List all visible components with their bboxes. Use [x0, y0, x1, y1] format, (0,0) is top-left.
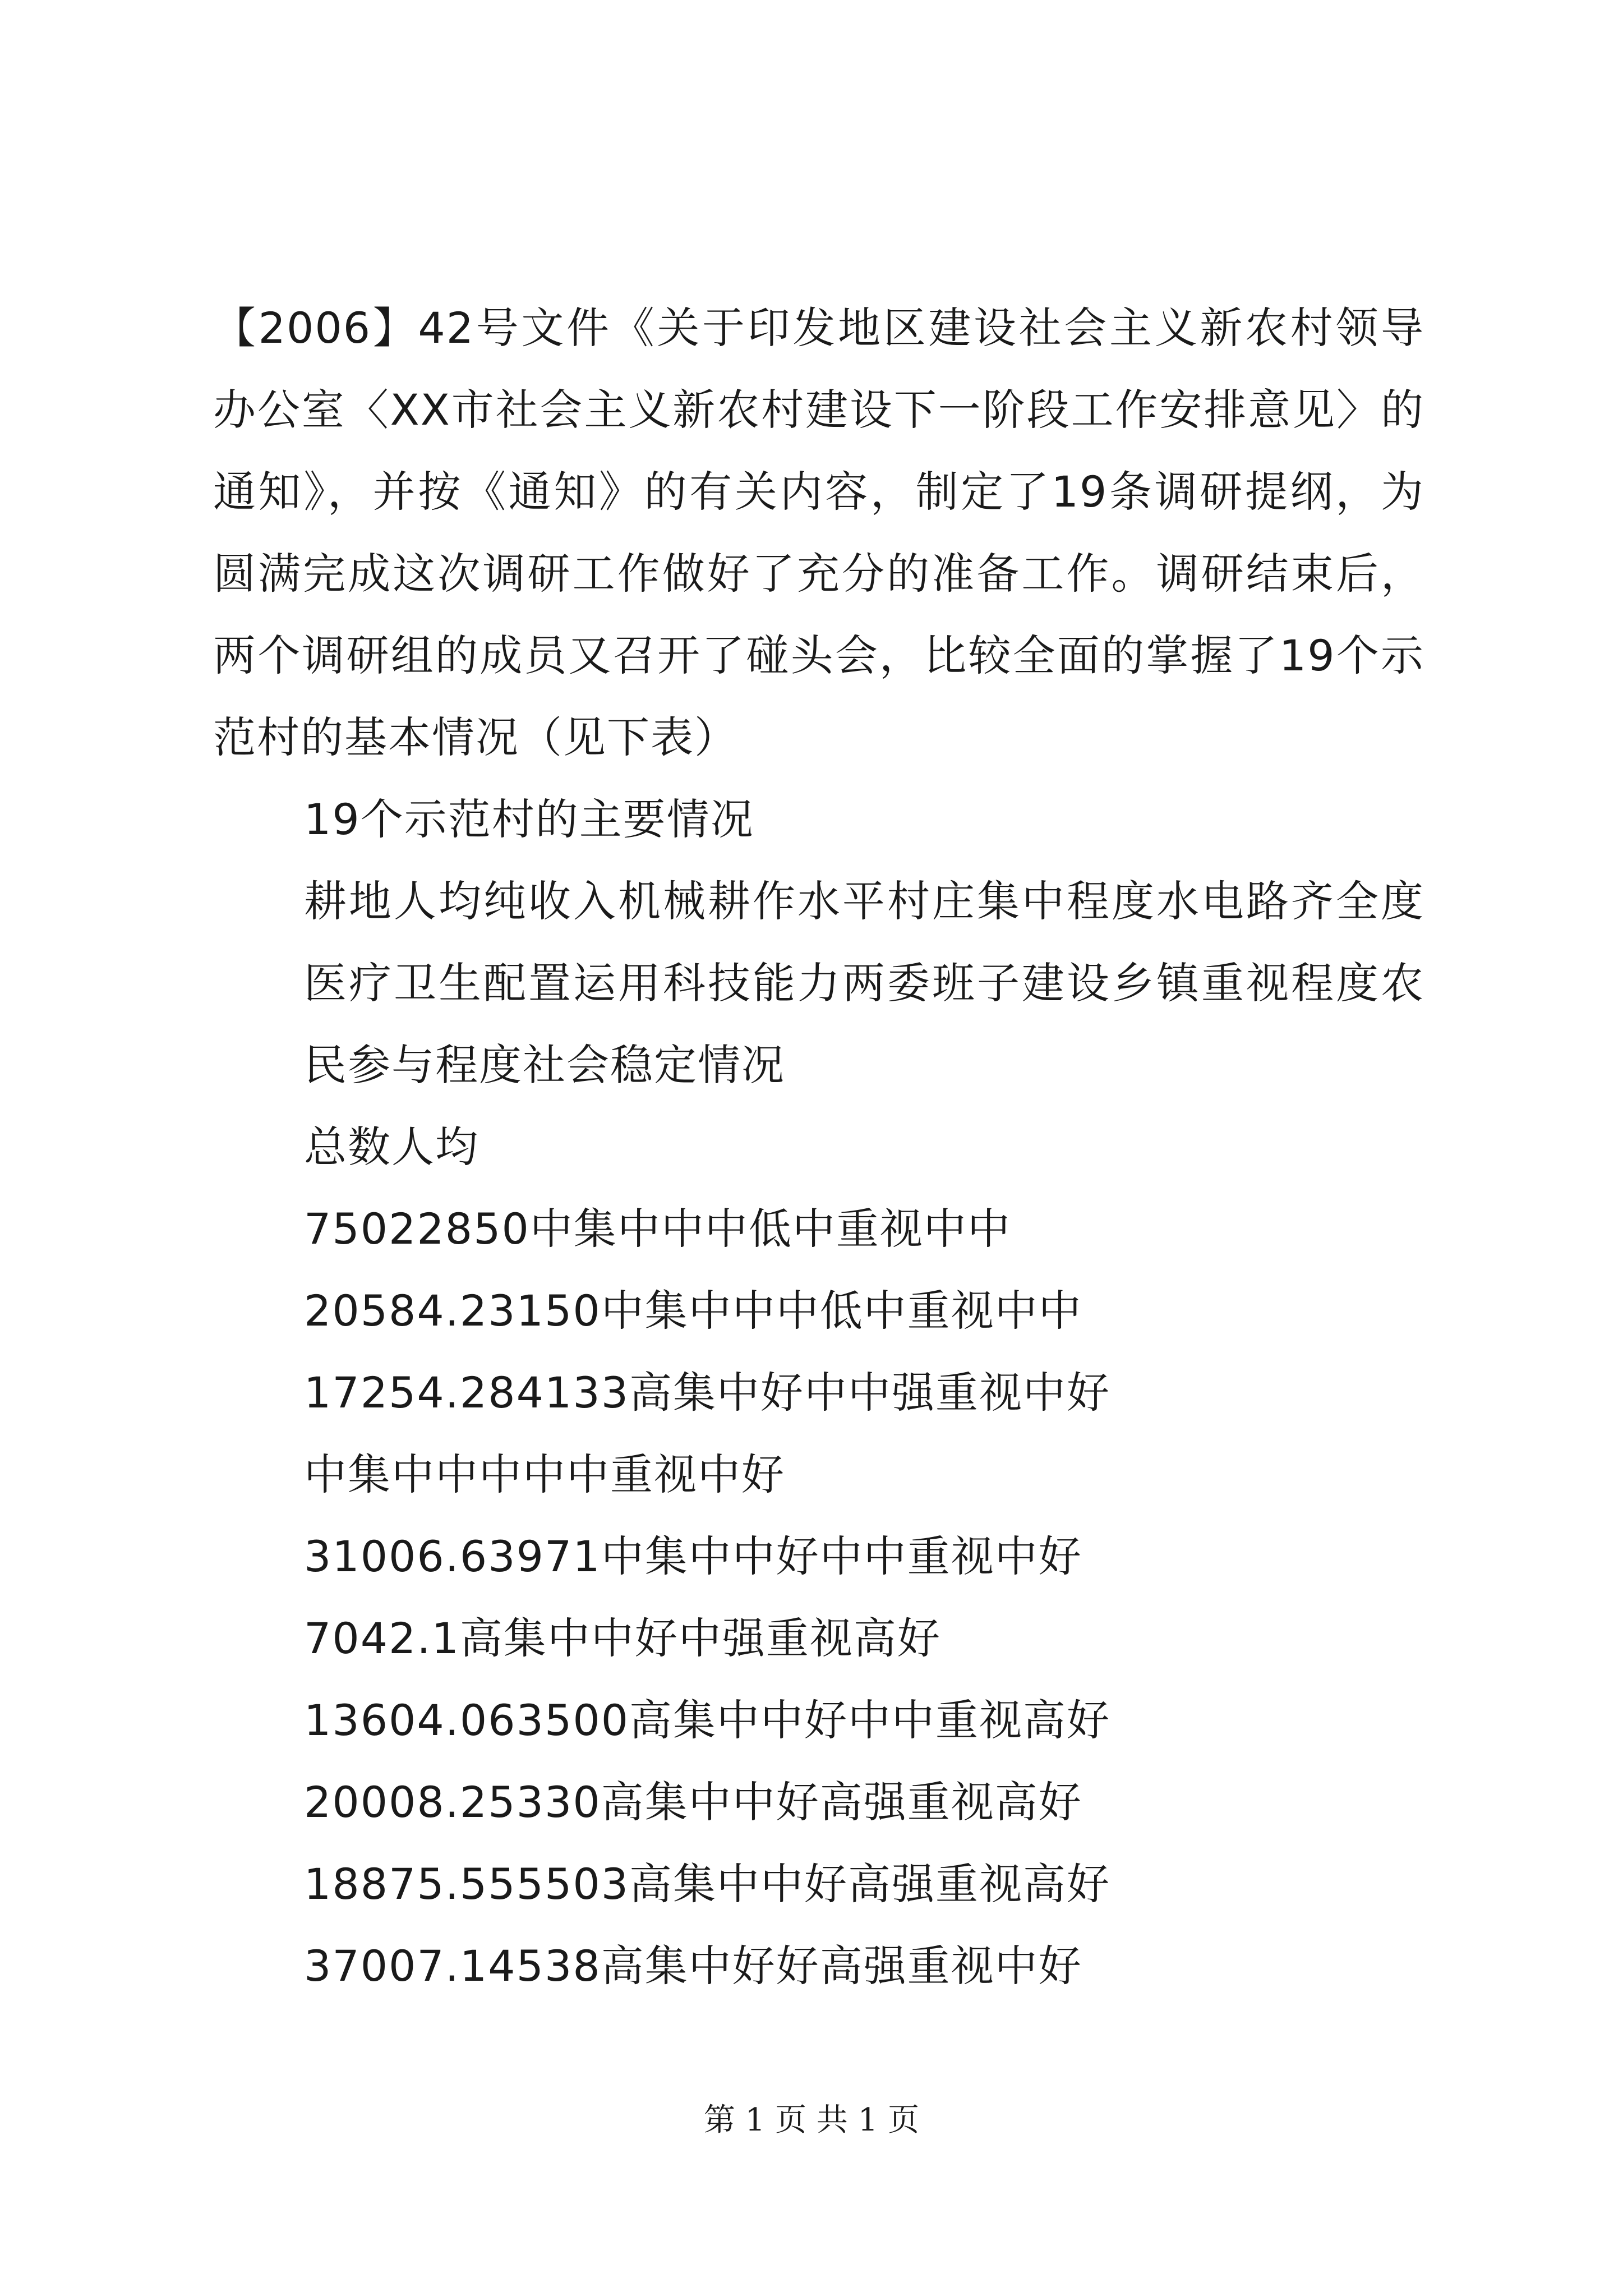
table-row: 20008.25330高集中中好高强重视高好: [304, 1777, 1082, 1827]
table-row: 18875.555503高集中中好高强重视高好: [304, 1859, 1111, 1909]
table-subheader: 总数人均: [304, 1122, 479, 1172]
table-title: 19个示范村的主要情况: [304, 794, 754, 844]
table-header: 耕地人均纯收入机械耕作水平村庄集中程度水电路齐全度医疗卫生配置运用科技能力两委班子建设乡镇重视程度农民参与程度社会稳定情况: [304, 876, 1424, 1090]
table-row: 31006.63971中集中中好中中重视中好: [304, 1531, 1082, 1581]
table-row: 17254.284133高集中好中中强重视中好: [304, 1368, 1111, 1418]
table-row: 75022850中集中中中低中重视中中: [304, 1204, 1011, 1254]
table-row: 7042.1高集中中好中强重视高好: [304, 1613, 941, 1663]
page-footer: 第 1 页 共 1 页: [703, 2102, 920, 2138]
intro-paragraph: 【2006】42号文件《关于印发地区建设社会主义新农村领导办公室〈XX市社会主义新农村建设下一阶段工作安排意见〉的通知》，并按《通知》的有关内容，制定了19条调研提纲，为圆满完成这次调研工作做好了充分的准备工作。调研结束后，两个调研组的成员又召开了碰头会，比较全面的掌握了19个示范村的基本情况（见下表）: [213, 303, 1424, 762]
document-body: [213, 287, 1424, 2007]
table-row: 中集中中中中中重视中好: [304, 1450, 785, 1499]
table-row: 13604.063500高集中中好中中重视高好: [304, 1695, 1111, 1745]
table-row: 20584.23150中集中中中低中重视中中: [304, 1286, 1082, 1336]
table-row: 37007.14538高集中好好高强重视中好: [304, 1941, 1082, 1991]
